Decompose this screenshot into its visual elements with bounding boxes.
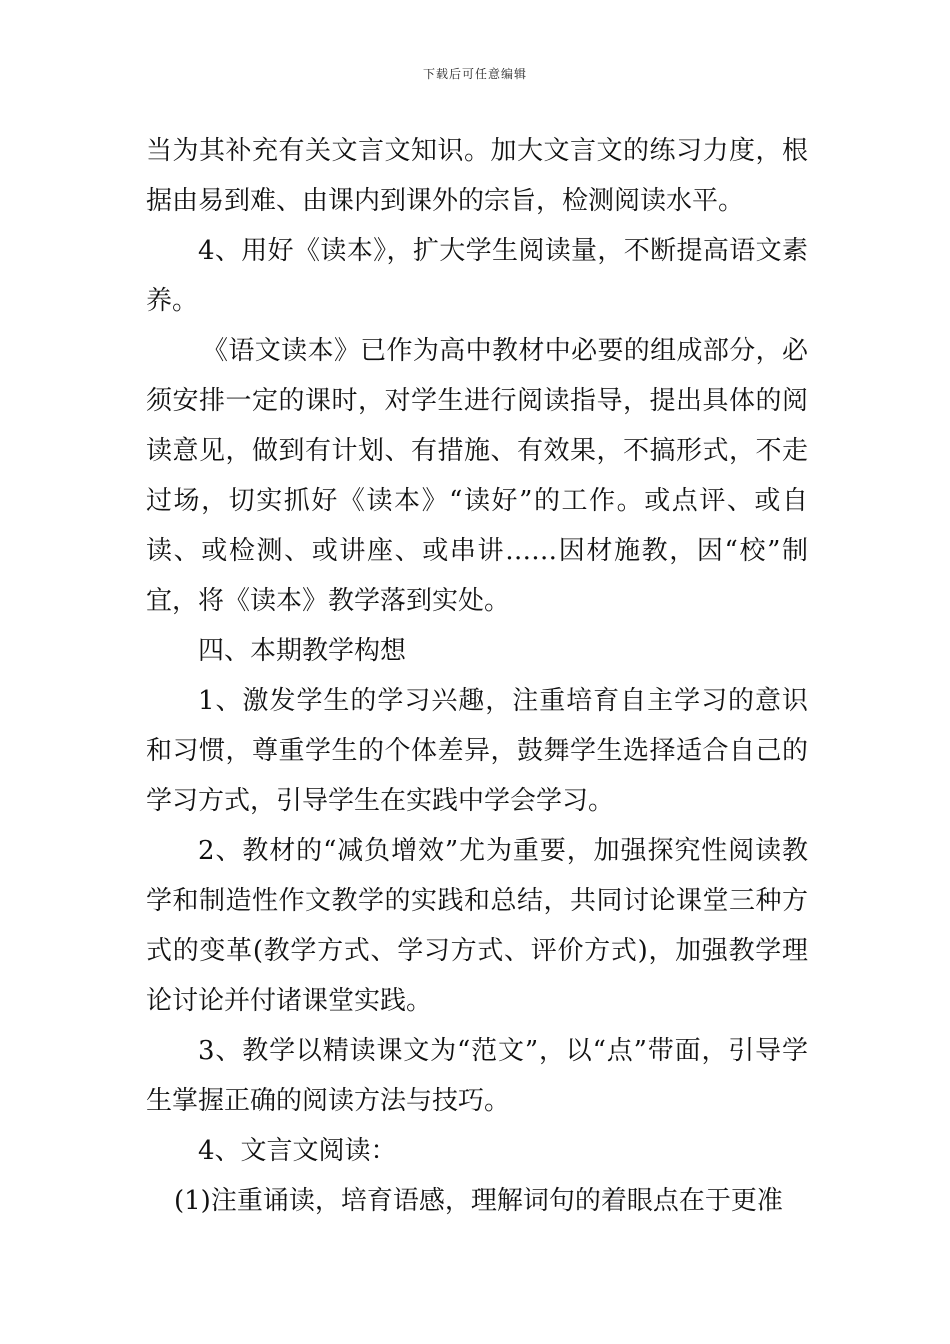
- section-heading-teaching-plan: 四、本期教学构想: [198, 636, 407, 666]
- paragraph-point-3-model-texts: 3、教学以精读课文为“范文”，以“点”带面，引导学生掌握正确的阅读方法与技巧。: [146, 1036, 808, 1116]
- paragraph-point-4-reader: 4、用好《读本》，扩大学生阅读量，不断提高语文素养。: [146, 236, 808, 316]
- paragraph-point-1-interest: 1、激发学生的学习兴趣，注重培育自主学习的意识和习惯，尊重学生的个体差异，鼓舞学生选择适合自己的学习方式，引导学生在实践中学会学习。: [146, 686, 808, 816]
- document-body: [146, 126, 808, 1226]
- paragraph-subpoint-1-recitation: (1)注重诵读，培育语感，理解词句的着眼点在于更准: [174, 1186, 783, 1216]
- page-header: 下载后可任意编辑: [422, 67, 527, 81]
- paragraph-classical-chinese-continuation: 当为其补充有关文言文知识。加大文言文的练习力度，根据由易到难、由课内到课外的宗旨，检测阅读水平。: [146, 136, 808, 216]
- paragraph-point-4-classical-reading: 4、文言文阅读：: [198, 1136, 397, 1166]
- paragraph-point-2-materials: 2、教材的“减负增效”尤为重要，加强探究性阅读教学和制造性作文教学的实践和总结，共同讨论课堂三种方式的变革(教学方式、学习方式、评价方式)，加强教学理论讨论并付诸课堂实践。: [146, 836, 808, 1016]
- paragraph-chinese-reader: 《语文读本》已作为高中教材中必要的组成部分，必须安排一定的课时，对学生进行阅读指导，提出具体的阅读意见，做到有计划、有措施、有效果，不搞形式，不走过场，切实抓好《读本》“读好”的工作。或点评、或自读、或检测、或讲座、或串讲……因材施教，因“校”制宜，将《读本》教学落到实处。: [146, 336, 808, 616]
